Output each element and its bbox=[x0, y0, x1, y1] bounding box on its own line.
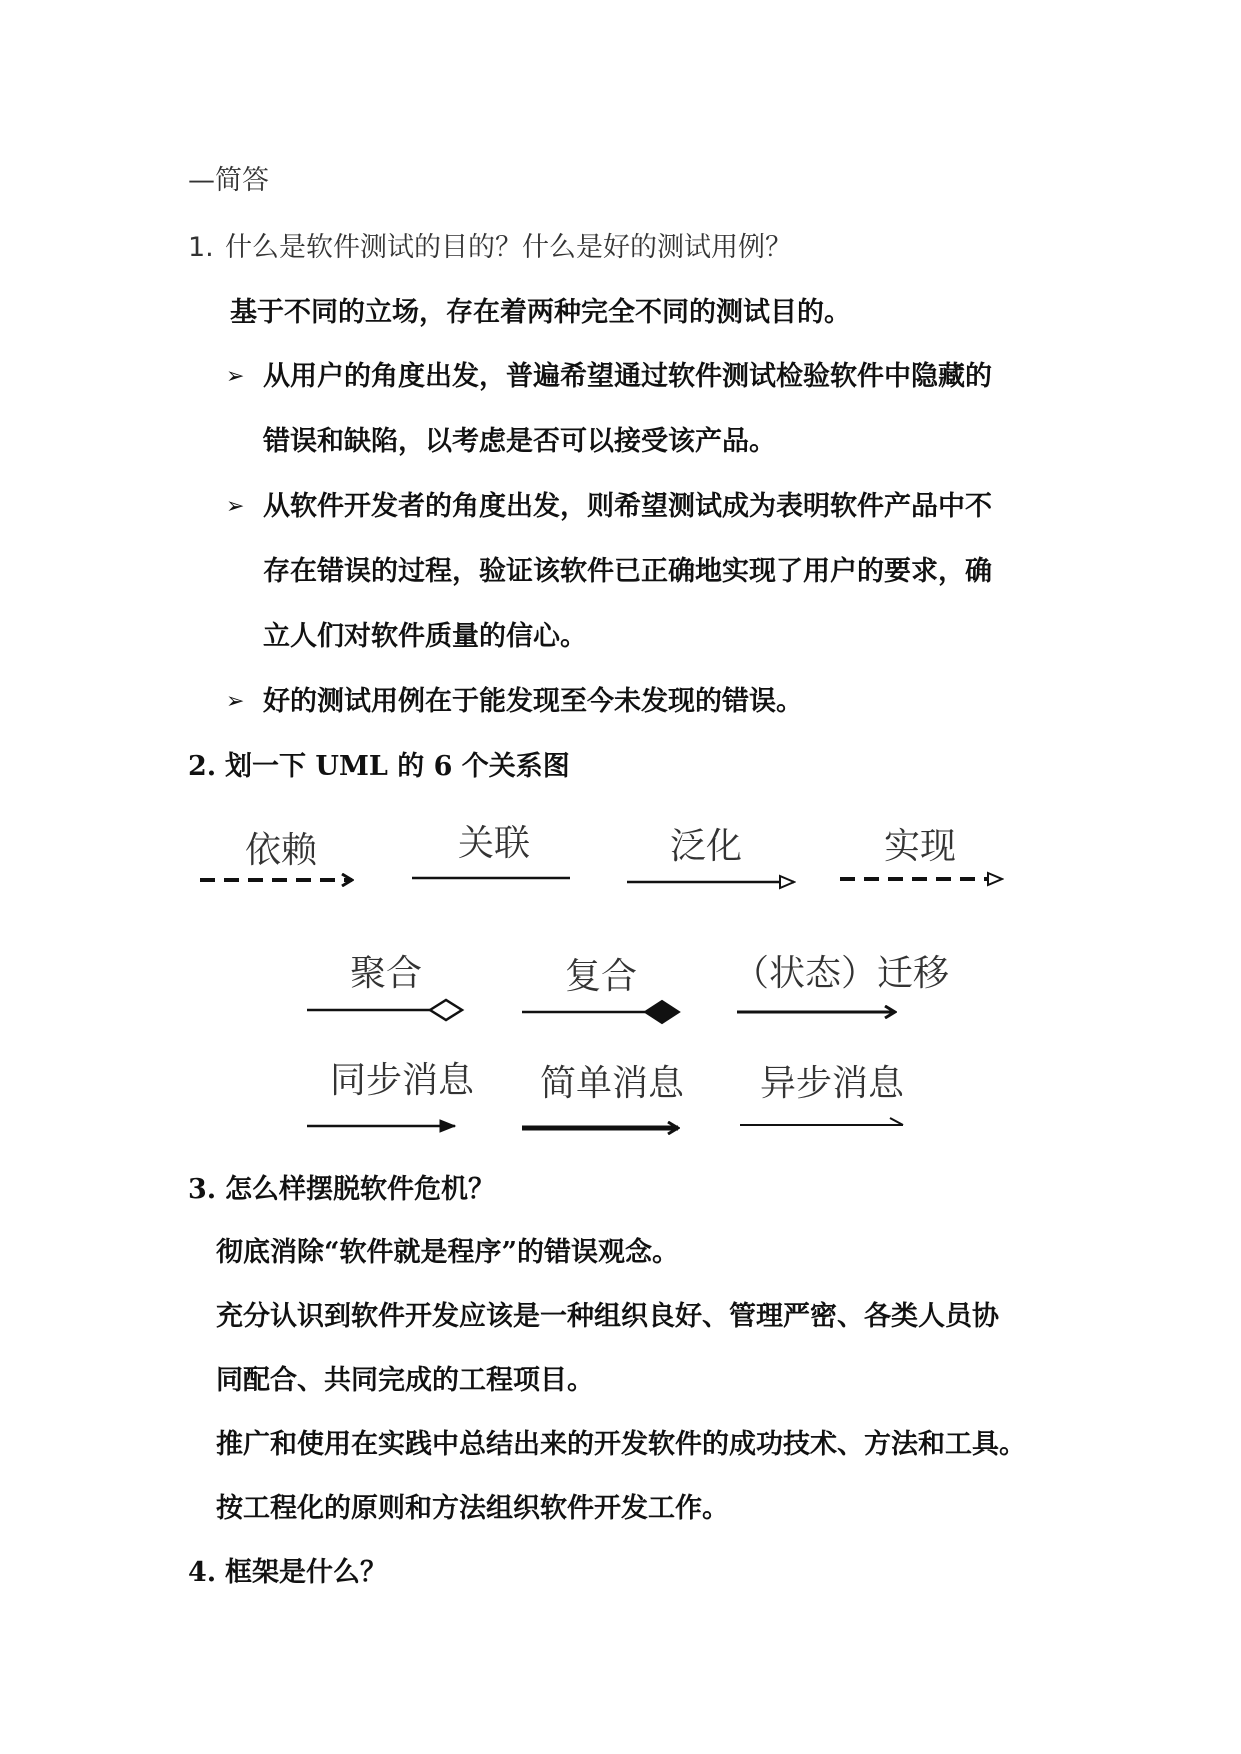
label-state-transition: （状态）迁移 bbox=[733, 953, 950, 994]
bullet-marker: ➢ bbox=[226, 689, 245, 714]
q3-line-1: 彻底消除“软件就是程序”的错误观念。 bbox=[216, 1237, 680, 1268]
bullet-marker: ➢ bbox=[226, 494, 245, 519]
label-dependency: 依赖 bbox=[245, 830, 318, 871]
label-realization: 实现 bbox=[884, 826, 957, 867]
q2-number: 2. bbox=[188, 751, 217, 782]
label-generalization: 泛化 bbox=[670, 826, 743, 867]
label-asynchronous-message: 异步消息 bbox=[760, 1063, 905, 1104]
q3-line-4: 推广和使用在实践中总结出来的开发软件的成功技术、方法和工具。 bbox=[216, 1429, 1026, 1460]
label-aggregation: 聚合 bbox=[350, 953, 423, 994]
q1-number: 1. bbox=[188, 232, 214, 263]
label-synchronous-message: 同步消息 bbox=[330, 1060, 475, 1101]
label-association: 关联 bbox=[458, 823, 531, 864]
label-composition: 复合 bbox=[565, 956, 638, 997]
q1-bullet-1-line-2: 错误和缺陷，以考虑是否可以接受该产品。 bbox=[263, 426, 776, 457]
filled-diamond-icon bbox=[645, 1001, 679, 1023]
hollow-diamond-icon bbox=[430, 1000, 462, 1020]
q3-line-5: 按工程化的原则和方法组织软件开发工作。 bbox=[216, 1493, 729, 1524]
uml-relationship-diagram bbox=[190, 815, 1060, 1165]
q3-number: 3. bbox=[188, 1174, 217, 1205]
q3-title: 怎么样摆脱软件危机？ bbox=[225, 1174, 495, 1205]
q1-bullet-2-line-3: 立人们对软件质量的信心。 bbox=[263, 621, 587, 652]
q2-title: 划一下 UML 的 6 个关系图 bbox=[225, 751, 570, 782]
q1-bullet-2-line-2: 存在错误的过程，验证该软件已正确地实现了用户的要求，确 bbox=[263, 556, 992, 587]
q4-number: 4. bbox=[188, 1557, 217, 1588]
q1-bullet-2-line-1: 从软件开发者的角度出发，则希望测试成为表明软件产品中不 bbox=[263, 491, 992, 522]
bullet-marker: ➢ bbox=[226, 364, 245, 389]
q4-title: 框架是什么？ bbox=[225, 1557, 387, 1588]
label-simple-message: 简单消息 bbox=[540, 1063, 685, 1104]
section-title: —简答 bbox=[188, 165, 269, 196]
q3-line-3: 同配合、共同完成的工程项目。 bbox=[216, 1365, 594, 1396]
q1-bullet-3-line-1: 好的测试用例在于能发现至今未发现的错误。 bbox=[263, 686, 803, 717]
q1-bullet-1-line-1: 从用户的角度出发，普遍希望通过软件测试检验软件中隐藏的 bbox=[263, 361, 992, 392]
q3-line-2: 充分认识到软件开发应该是一种组织良好、管理严密、各类人员协 bbox=[216, 1301, 999, 1332]
q1-intro: 基于不同的立场，存在着两种完全不同的测试目的。 bbox=[230, 297, 851, 328]
q1-title: 什么是软件测试的目的？什么是好的测试用例？ bbox=[225, 232, 792, 263]
